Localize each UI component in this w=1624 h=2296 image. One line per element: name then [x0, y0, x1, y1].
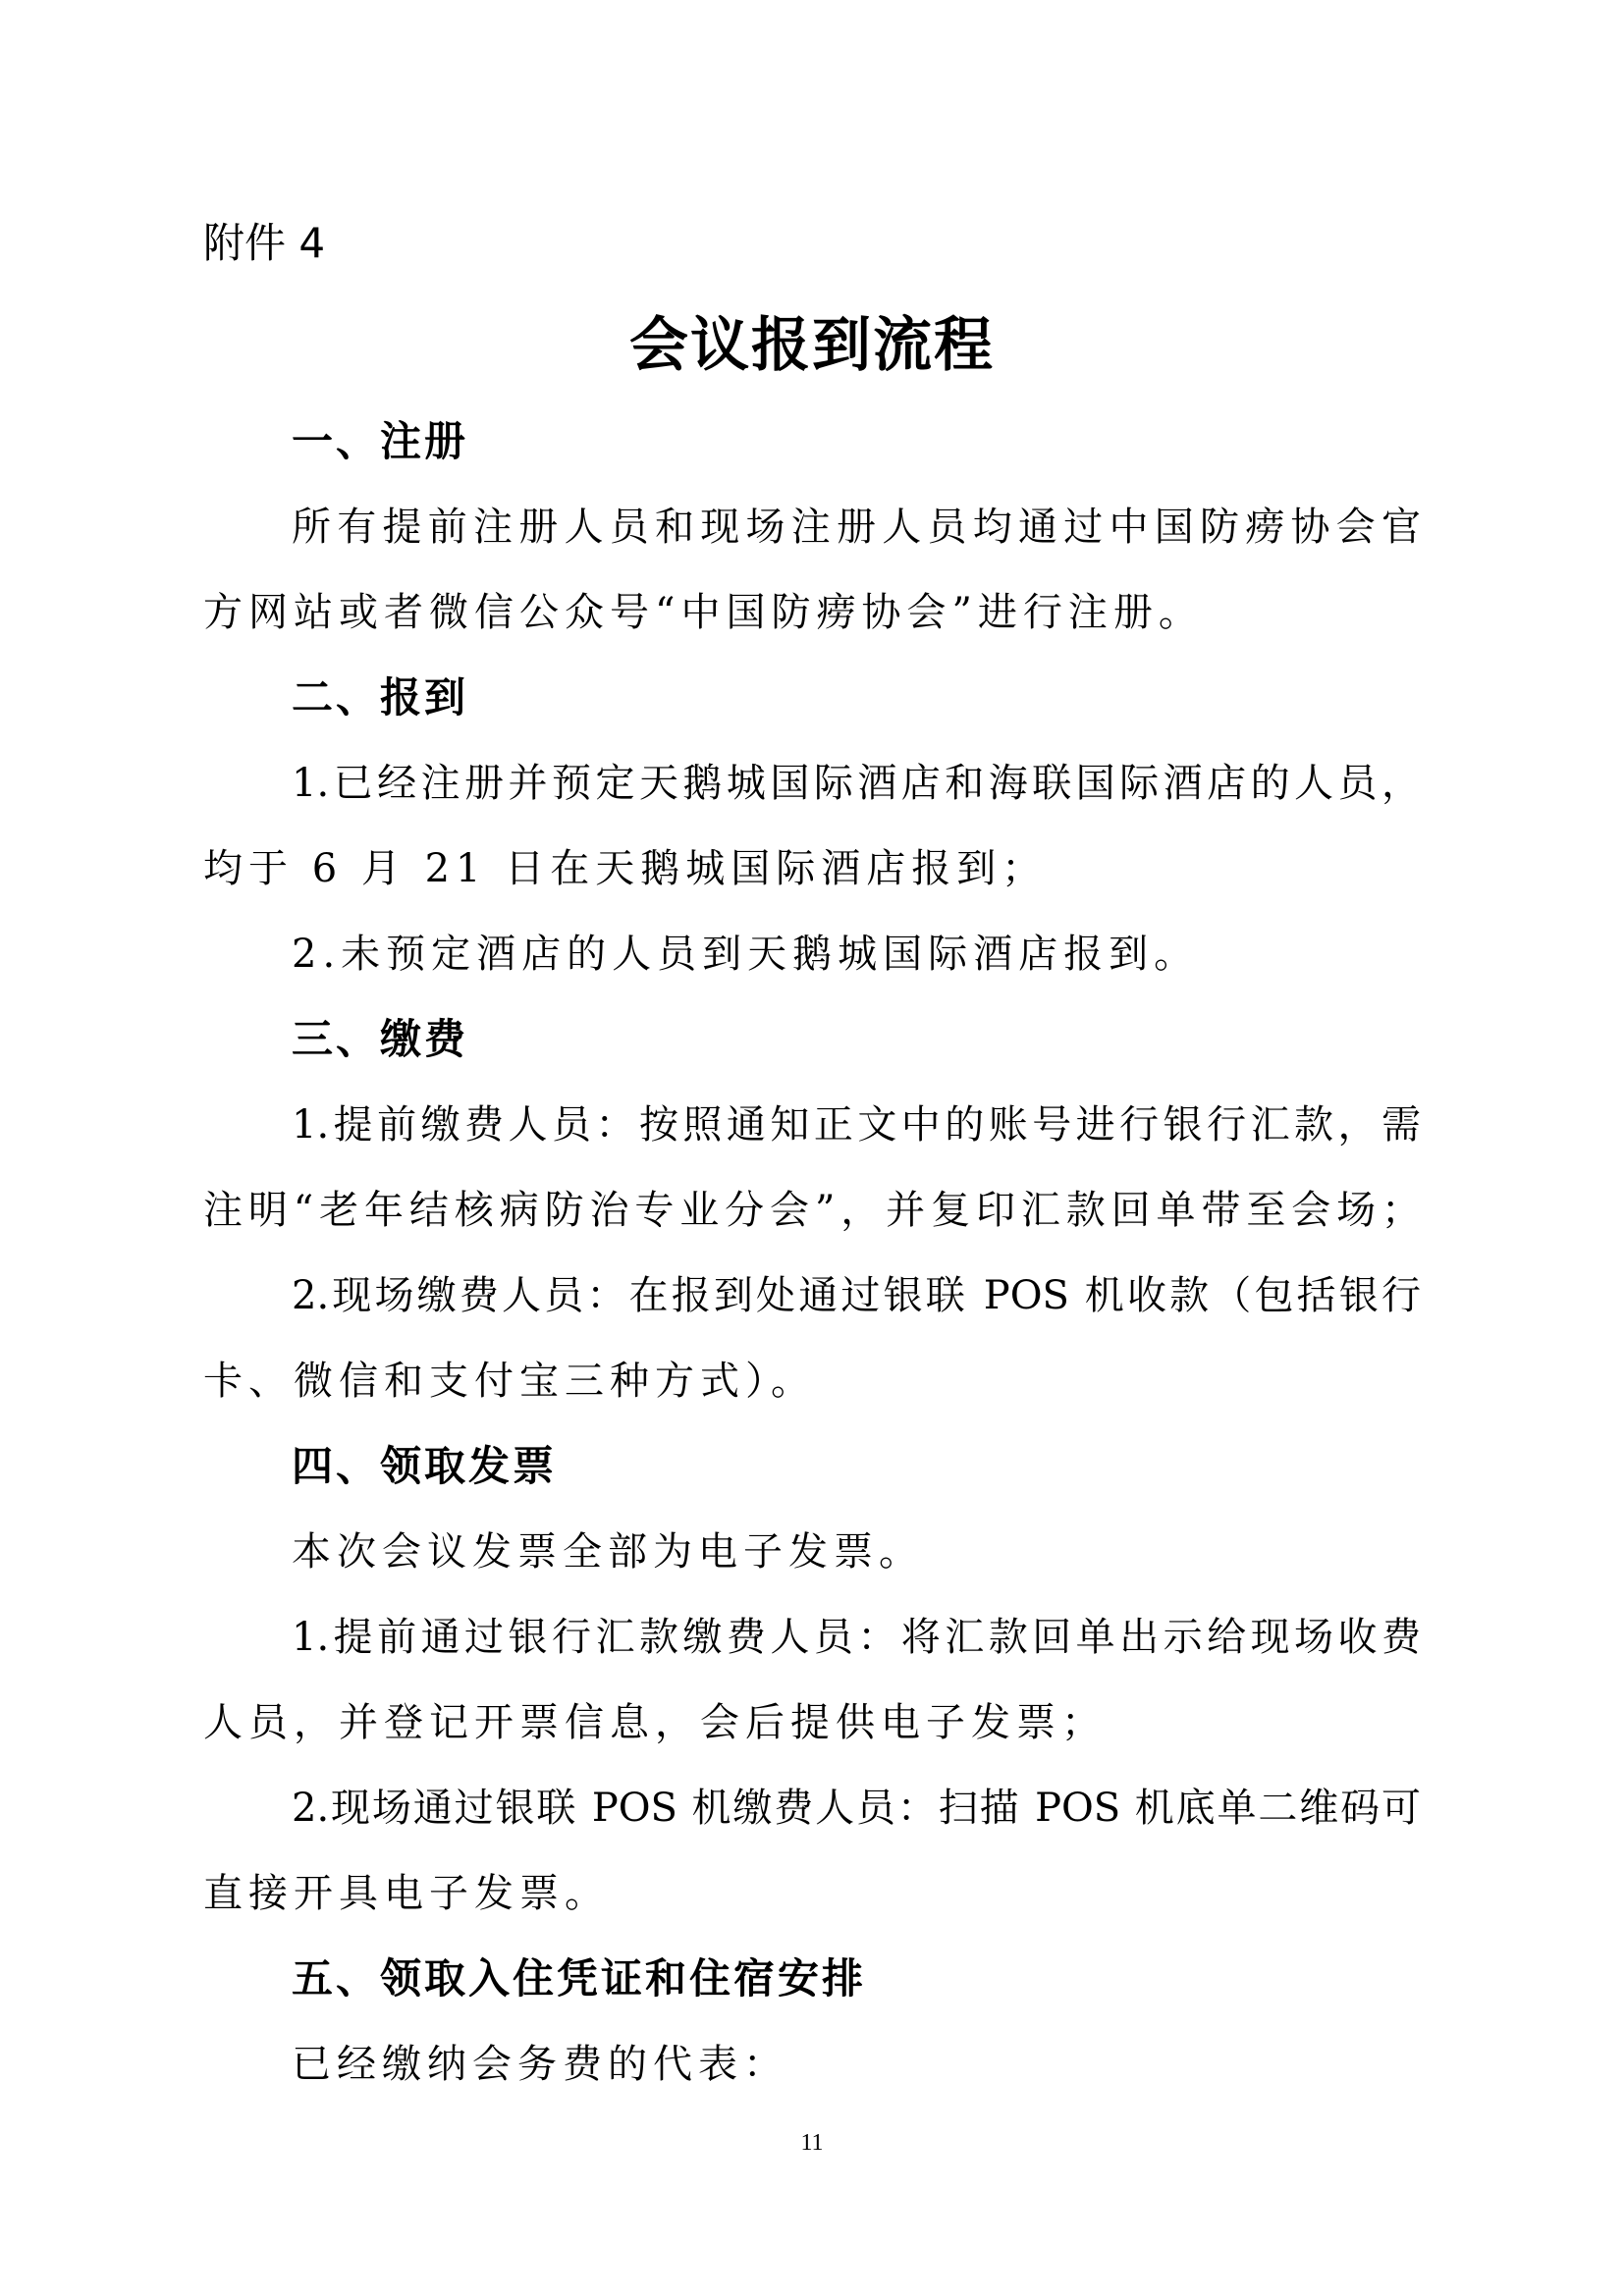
- register-paragraph-line-2: 方网站或者微信公众号“中国防痨协会”进行注册。: [203, 590, 1204, 635]
- payment-item-1-line-2: 注明“老年结核病防治专业分会”，并复印汇款回单带至会场；: [203, 1188, 1421, 1233]
- payment-item-1-line-1: 1.提前缴费人员：按照通知正文中的账号进行银行汇款，需: [292, 1102, 1421, 1148]
- page-title: 会议报到流程: [629, 311, 995, 380]
- invoice-item-1-line-1: 1.提前通过银行汇款缴费人员：将汇款回单出示给现场收费: [292, 1615, 1421, 1660]
- invoice-item-2-line-1: 2.现场通过银联 POS 机缴费人员：扫描 POS 机底单二维码可: [292, 1786, 1421, 1831]
- invoice-item-2-line-2: 直接开具电子发票。: [203, 1871, 610, 1916]
- checkin-item-2-line-1: 2.未预定酒店的人员到天鹅城国际酒店报到。: [292, 932, 1200, 977]
- section-heading-lodging: 五、领取入住凭证和住宿安排: [292, 1954, 867, 2002]
- page-number: 11: [800, 2130, 824, 2156]
- checkin-item-1-line-1: 1.已经注册并预定天鹅城国际酒店和海联国际酒店的人员，: [292, 761, 1421, 806]
- lodging-paragraph-line-1: 已经缴纳会务费的代表：: [292, 2042, 788, 2087]
- section-heading-payment: 三、缴费: [292, 1015, 469, 1063]
- checkin-item-1-line-2: 均于 6 月 21 日在天鹅城国际酒店报到；: [203, 846, 1048, 891]
- section-heading-register: 一、注册: [292, 417, 469, 465]
- payment-item-2-line-2: 卡、微信和支付宝三种方式）。: [203, 1359, 816, 1404]
- payment-item-2-line-1: 2.现场缴费人员：在报到处通过银联 POS 机收款（包括银行: [292, 1273, 1421, 1318]
- register-paragraph-line-1: 所有提前注册人员和现场注册人员均通过中国防痨协会官: [292, 505, 1421, 550]
- attachment-label: 附件 4: [203, 219, 326, 267]
- invoice-intro-line: 本次会议发票全部为电子发票。: [292, 1529, 924, 1575]
- section-heading-checkin: 二、报到: [292, 673, 469, 721]
- section-heading-invoice: 四、领取发票: [292, 1442, 558, 1490]
- invoice-item-1-line-2: 人员，并登记开票信息，会后提供电子发票；: [203, 1700, 1107, 1745]
